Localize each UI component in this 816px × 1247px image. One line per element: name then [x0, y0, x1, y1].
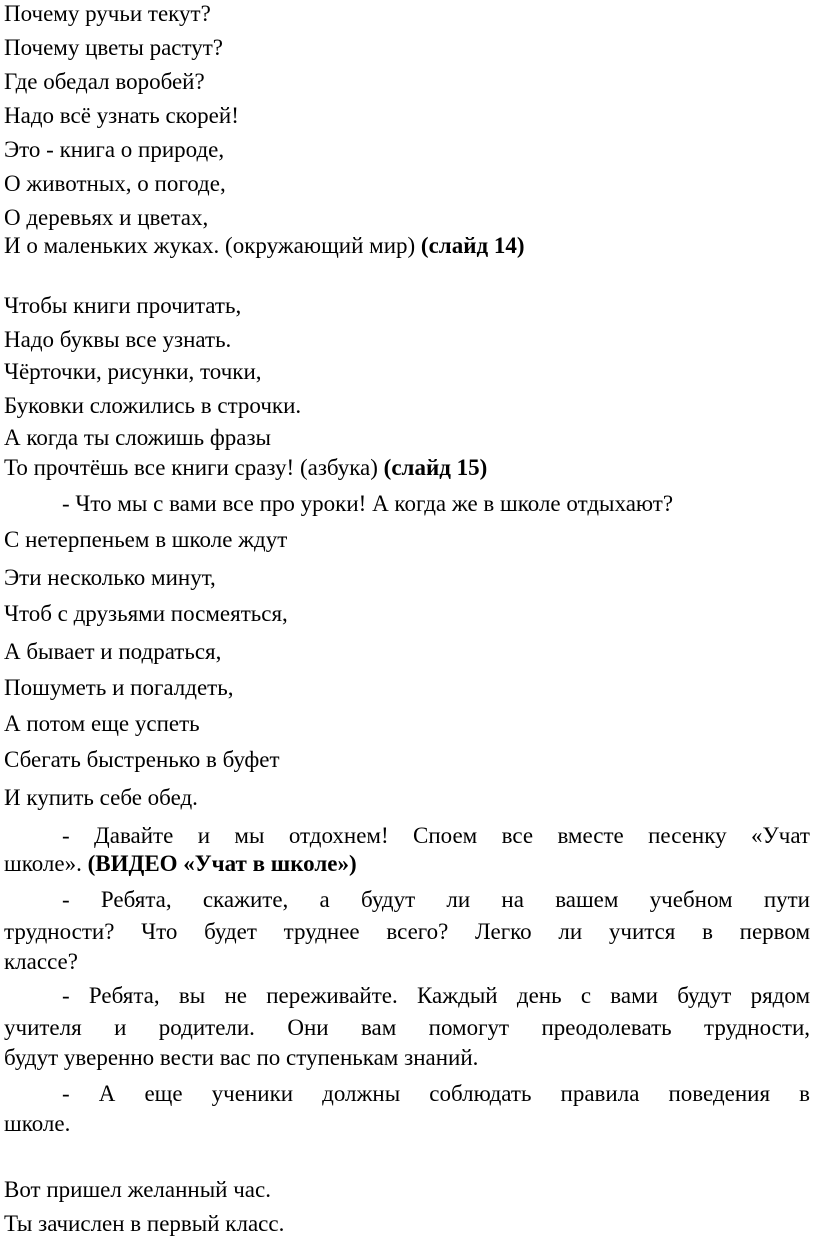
speech-paragraph: - Что мы с вами все про уроки! А когда же в школе отдыхают? [62, 491, 674, 516]
poem-line: Вот пришел желанный час. [4, 1177, 271, 1202]
poem-line-text: И о маленьких жуках. (окружающий мир) [4, 233, 421, 258]
speech-paragraph-line: - А еще ученики должны соблюдать правила поведения в [62, 1081, 810, 1106]
poem-line: О деревьях и цветах, [4, 205, 209, 230]
poem-line: Где обедал воробей? [4, 69, 205, 94]
poem-line: Чтоб с друзьями посмеяться, [4, 601, 288, 626]
video-reference: (ВИДЕО «Учат в школе») [87, 851, 357, 876]
poem-line: С нетерпеньем в школе ждут [4, 527, 288, 552]
speech-text: школе». [4, 851, 88, 876]
speech-paragraph-line: школе. [4, 1111, 71, 1136]
poem-line: Надо всё узнать скорей! [4, 103, 239, 128]
poem-line: Сбегать быстренько в буфет [4, 747, 280, 772]
speech-paragraph-line: учителя и родители. Они вам помогут преодолевать трудности, [4, 1015, 810, 1040]
speech-paragraph-line: трудности? Что будет труднее всего? Легко ли учится в первом [4, 919, 810, 944]
poem-line: Чтобы книги прочитать, [4, 293, 242, 318]
slide-reference: (слайд 14) [420, 233, 525, 258]
poem-line: Почему ручьи текут? [4, 1, 211, 26]
poem-line: Это - книга о природе, [4, 137, 225, 162]
poem-line: Эти несколько минут, [4, 565, 216, 590]
poem-line: А бывает и подраться, [4, 639, 222, 664]
poem-line: Пошуметь и погалдеть, [4, 675, 234, 700]
poem-line: И купить себе обед. [4, 785, 198, 810]
poem-line: Буковки сложились в строчки. [4, 393, 302, 418]
speech-paragraph-line: классе? [4, 949, 78, 974]
poem-line: Почему цветы растут? [4, 35, 224, 60]
slide-reference: (слайд 15) [383, 455, 488, 480]
poem-line: Ты зачислен в первый класс. [4, 1211, 285, 1236]
speech-paragraph-line: - Давайте и мы отдохнем! Споем все вместе песенку «Учат [62, 823, 810, 848]
speech-paragraph-line: - Ребята, скажите, а будут ли на вашем учебном пути [62, 887, 810, 912]
poem-line [4, 454, 487, 482]
poem-line: Надо буквы все узнать. [4, 327, 232, 352]
poem-line: А когда ты сложишь фразы [4, 425, 271, 450]
poem-line: Чёрточки, рисунки, точки, [4, 359, 262, 384]
poem-line-text: То прочтёшь все книги сразу! (азбука) [4, 455, 384, 480]
poem-line [4, 232, 525, 260]
poem-line: О животных, о погоде, [4, 171, 226, 196]
speech-paragraph-line: - Ребята, вы не переживайте. Каждый день с вами будут рядом [62, 983, 810, 1008]
speech-paragraph-line: будут уверенно вести вас по ступенькам знаний. [4, 1045, 479, 1070]
poem-line: А потом еще успеть [4, 711, 200, 736]
speech-paragraph-line [4, 850, 357, 878]
